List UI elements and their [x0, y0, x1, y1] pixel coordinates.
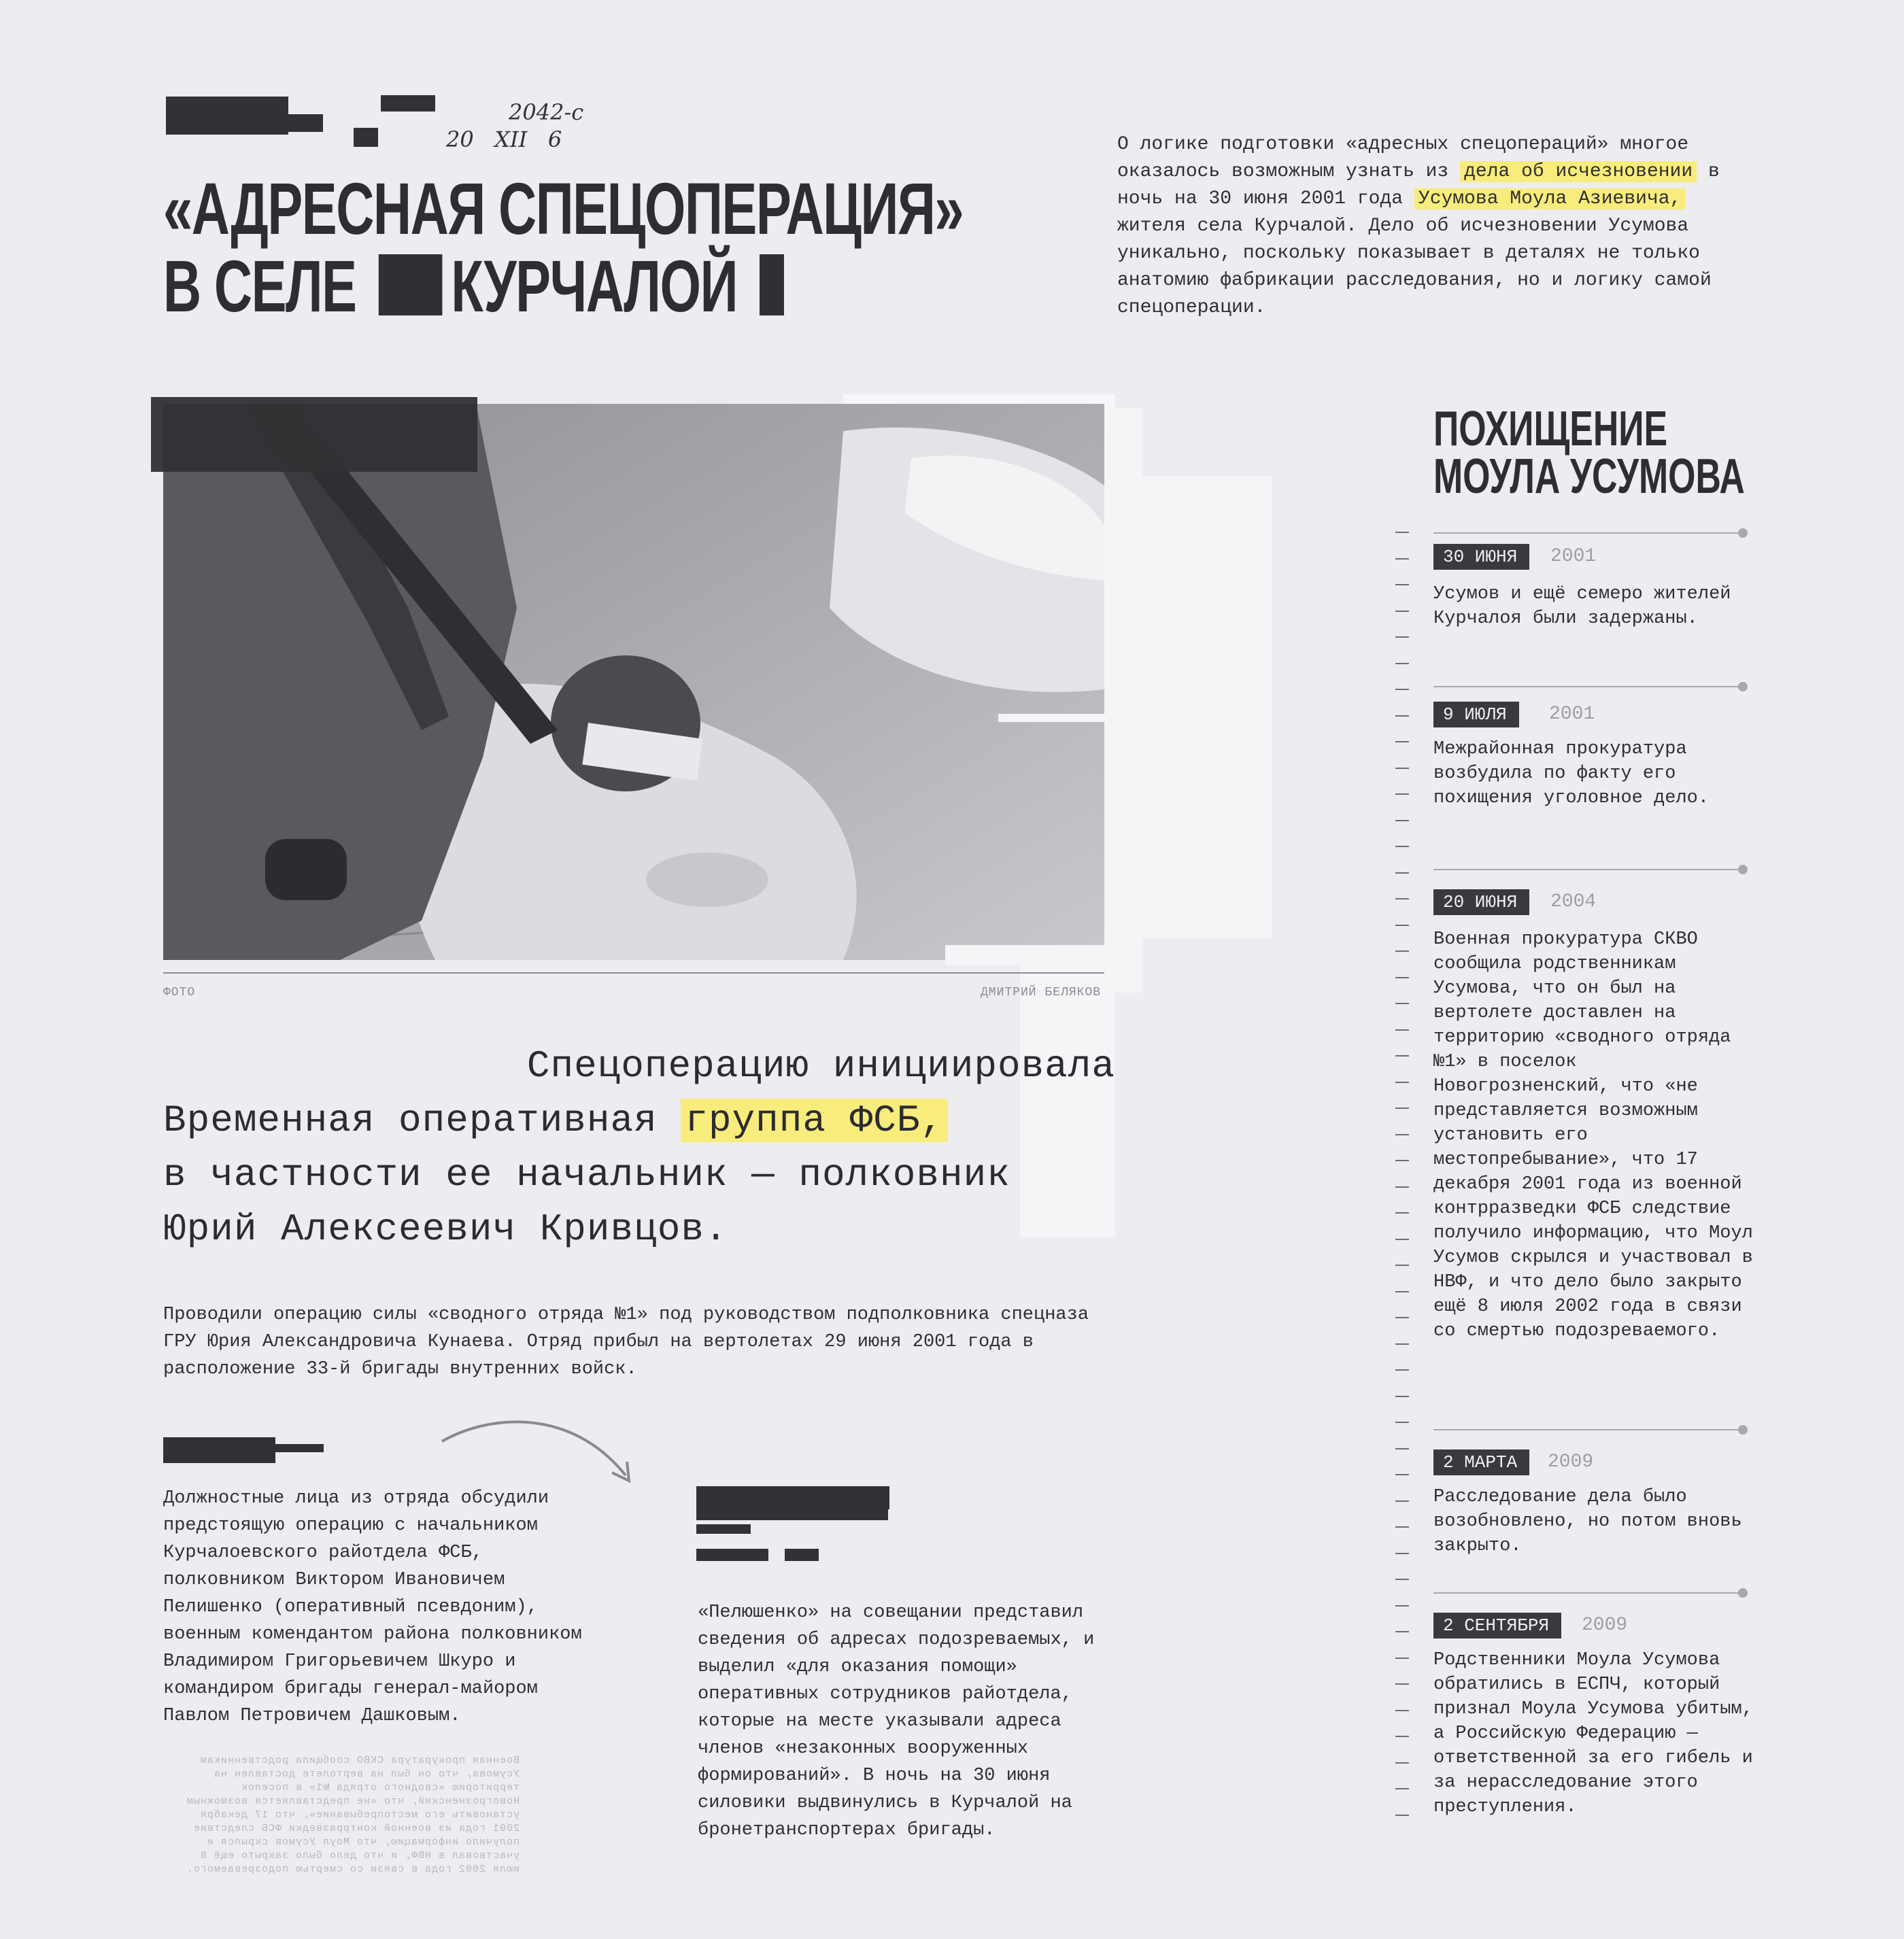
timeline-tick	[1395, 925, 1409, 926]
timeline-tick	[1395, 820, 1409, 821]
timeline-tick	[1395, 1658, 1409, 1659]
redaction-bar	[696, 1504, 888, 1520]
torn-paper-overlay	[1088, 476, 1272, 938]
timeline-tick	[1395, 1631, 1409, 1632]
timeline-dot	[1738, 865, 1748, 874]
timeline-tick	[1395, 636, 1409, 638]
timeline-tick	[1395, 1265, 1409, 1266]
timeline-tick	[1395, 768, 1409, 769]
timeline-tick	[1395, 1474, 1409, 1475]
highlight: группа ФСБ,	[681, 1099, 948, 1142]
timeline-tick	[1395, 1212, 1409, 1214]
timeline-tick	[1395, 846, 1409, 847]
timeline-tick	[1395, 584, 1409, 585]
redaction-bar	[163, 1437, 275, 1463]
timeline-tick	[1395, 1500, 1409, 1502]
timeline-tick	[1395, 1422, 1409, 1423]
timeline-divider	[1433, 1592, 1744, 1594]
mirrored-text: Военная прокуратура СКВО сообщила родственникам Усумова, что он был на вертолете доставлен на территорию «сводного отряда №1» в поселок Новогрозненский, что «не представляется возможным установить его местопребывание», что 17 декабря 2001 года из военной контрразведки ФСБ следствие получило информацию, что Моул Усумов скрылся и участвовал в НВФ, и что дело было закрыто ещё 8 июля 2002 года в связи со смертью подозреваемого.	[186, 1755, 520, 1875]
timeline-tick	[1395, 1134, 1409, 1135]
page-title	[163, 167, 964, 327]
redaction-bar	[760, 254, 784, 315]
timeline-divider	[1433, 869, 1744, 870]
redaction-bar	[785, 1549, 819, 1561]
timeline-tick	[1395, 558, 1409, 560]
redaction-bar	[354, 128, 378, 147]
torn-paper-overlay	[945, 945, 1108, 965]
timeline-tick	[1395, 1160, 1409, 1161]
photo-caption-label: ФОТО	[163, 986, 196, 999]
timeline-heading: ПОХИЩЕНИЕ МОУЛА УСУМОВА	[1433, 402, 1745, 504]
timeline-tick	[1395, 611, 1409, 612]
handwritten-note: 20 XII 6	[446, 126, 562, 152]
timeline-tick	[1395, 1291, 1409, 1292]
timeline-tick	[1395, 977, 1409, 978]
timeline-date: 2 СЕНТЯБРЯ	[1433, 1613, 1561, 1638]
highlight: дела об исчезновении	[1460, 161, 1697, 182]
timeline-tick	[1395, 872, 1409, 874]
handwritten-note: 2042-с	[509, 99, 584, 125]
timeline-date: 20 ИЮНЯ	[1433, 889, 1529, 915]
photo-divider	[163, 972, 1104, 974]
timeline-tick	[1395, 1369, 1409, 1371]
right-paragraph: «Пелюшенко» на совещании представил сведения об адресах подозреваемых, и выделил «для оказания помощи» оперативных сотрудников райотдела, которые на месте указывали адреса членов «незаконных вооруженных формирований». В ночь на 30 июня силовики выдвинулись в Курчалой на бронетранспортерах бригады.	[698, 1602, 1095, 1840]
timeline-dot	[1738, 1425, 1748, 1435]
timeline-tick	[1395, 793, 1409, 795]
timeline-tick	[1395, 663, 1409, 664]
highlight: Усумова Моула Азиевича,	[1414, 188, 1685, 209]
redaction-bar	[272, 1444, 324, 1452]
timeline-year: 2009	[1548, 1452, 1594, 1473]
main-paragraph: Проводили операцию силы «сводного отряда №1» под руководством подполковника спецназа ГРУ Юрия Александровича Кунаева. Отряд прибыл на вертолетах 29 июня 2001 года в расположение 33-й бригады внутренних войск.	[163, 1305, 1089, 1379]
photo-illustration	[163, 404, 1104, 960]
timeline-divider	[1433, 1429, 1744, 1430]
timeline-tick	[1395, 1003, 1409, 1004]
timeline-text: Военная прокуратура СКВО сообщила родственникам Усумова, что он был на вертолете доставлен на территорию «сводного отряда №1» в поселок Новогрозненский, что «не представляется возможным установить его местопребывание», что 17 декабря 2001 года из военной контрразведки ФСБ следствие получило информацию, что Моул Усумов скрылся и участвовал в НВФ, и что дело было закрыто ещё 8 июля 2002 года в связи со смертью подозреваемого.	[1433, 929, 1753, 1341]
torn-paper-overlay	[998, 714, 1107, 722]
redaction-bar	[286, 114, 323, 132]
timeline-tick	[1395, 1396, 1409, 1397]
timeline-text: Межрайонная прокуратура возбудила по факту его похищения уголовное дело.	[1433, 739, 1710, 808]
timeline-tick	[1395, 741, 1409, 742]
timeline-tick	[1395, 1082, 1409, 1083]
timeline-divider	[1433, 532, 1744, 534]
left-paragraph: Должностные лица из отряда обсудили предстоящую операцию с начальником Курчалоевского райотдела ФСБ, полковником Виктором Ивановичем Пелишенко (оперативный псевдоним), военным комендантом района полковником Владимиром Григорьевичем Шкуро и командиром бригады генерал-майором Павлом Петровичем Дашковым.	[163, 1488, 582, 1726]
timeline-tick	[1395, 1448, 1409, 1449]
timeline-text: Родственники Моула Усумова обратились в ЕСПЧ, который признал Моула Усумова убитым, а Российскую Федерацию — ответственной за его гибель и за нерасследование этого преступления.	[1433, 1650, 1753, 1817]
timeline-year: 2004	[1550, 891, 1597, 912]
timeline-tick	[1395, 898, 1409, 899]
timeline-tick	[1395, 1710, 1409, 1711]
timeline-tick	[1395, 1579, 1409, 1580]
intro-paragraph: О логике подготовки «адресных спецопераций» многое оказалось возможным узнать из дела об исчезновении в ночь на 30 июня 2001 года Усумова Моула Азиевича, жителя села Курчалой. Дело об исчезновении Усумова уникально, поскольку показывает в деталях не только анатомию фабрикации расследования, но и логику самой спецоперации.	[1117, 134, 1720, 318]
curved-arrow-icon	[435, 1414, 653, 1496]
photo-credit: ДМИТРИЙ БЕЛЯКОВ	[981, 986, 1102, 999]
redaction-bar	[151, 397, 477, 472]
timeline-tick	[1395, 1526, 1409, 1528]
timeline-text: Усумов и ещё семеро жителей Курчалоя были задержаны.	[1433, 584, 1731, 629]
timeline-tick	[1395, 1055, 1409, 1057]
timeline-tick	[1395, 1239, 1409, 1240]
timeline-dot	[1738, 528, 1748, 538]
redaction-bar	[696, 1524, 751, 1534]
timeline-tick	[1395, 532, 1409, 533]
timeline-year: 2009	[1582, 1615, 1628, 1636]
timeline-text: Расследование дела было возобновлено, но потом вновь закрыто.	[1433, 1487, 1742, 1556]
timeline-tick	[1395, 1317, 1409, 1318]
timeline-tick	[1395, 1186, 1409, 1188]
timeline-date: 9 ИЮЛЯ	[1433, 702, 1519, 727]
timeline-tick	[1395, 689, 1409, 690]
photo	[163, 404, 1104, 960]
redaction-bar	[696, 1549, 768, 1561]
timeline-tick	[1395, 1029, 1409, 1031]
timeline-tick	[1395, 1108, 1409, 1109]
timeline-tick	[1395, 1683, 1409, 1685]
timeline-dot	[1738, 682, 1748, 691]
timeline-tick	[1395, 1762, 1409, 1764]
title-line-2: В СЕЛЕ КУРЧАЛОЙ	[163, 247, 702, 325]
timeline-year: 2001	[1550, 546, 1597, 567]
timeline-tick	[1395, 1343, 1409, 1345]
timeline-date: 30 ИЮНЯ	[1433, 544, 1529, 570]
redaction-bar	[166, 97, 288, 135]
timeline-tick	[1395, 1788, 1409, 1789]
timeline-tick	[1395, 1815, 1409, 1816]
timeline-tick	[1395, 950, 1409, 952]
timeline-date: 2 МАРТА	[1433, 1449, 1529, 1475]
redaction-bar	[379, 254, 443, 315]
redaction-bar	[381, 95, 435, 111]
timeline-tick	[1395, 1605, 1409, 1607]
timeline-tick	[1395, 715, 1409, 717]
pull-quote: Спецоперацию инициировала Временная оперативная группа ФСБ, в частности ее начальник — полковник Юрий Алексеевич Кривцов.	[163, 1044, 1115, 1251]
timeline-tick	[1395, 1553, 1409, 1554]
timeline-year: 2001	[1549, 704, 1595, 725]
timeline-tick	[1395, 1736, 1409, 1737]
timeline-dot	[1738, 1588, 1748, 1598]
timeline-divider	[1433, 686, 1744, 687]
title-line-1: «АДРЕСНАЯ СПЕЦОПЕРАЦИЯ»	[163, 167, 964, 250]
